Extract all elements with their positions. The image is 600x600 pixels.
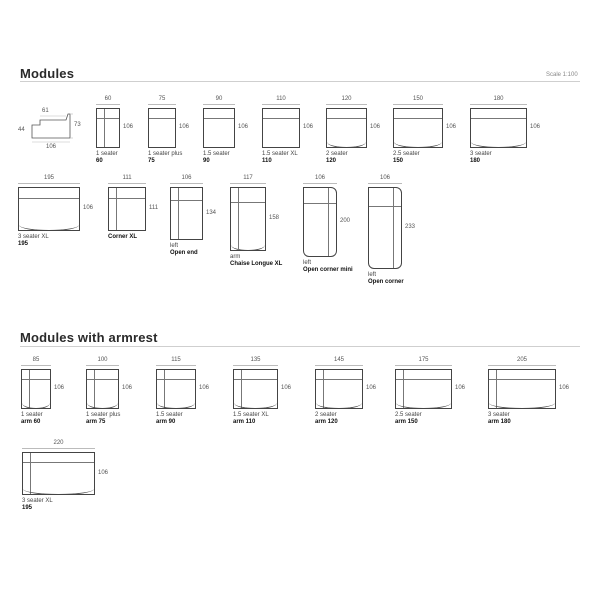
seat-front-curve	[394, 142, 442, 148]
armrest-divider	[20, 346, 580, 347]
module-name: 3 seater	[488, 412, 510, 418]
module-code: 150	[393, 158, 404, 164]
armrest_modules-module	[395, 357, 466, 437]
module-name: left	[303, 260, 312, 266]
modules-module	[326, 96, 381, 176]
module-code: arm 120	[315, 419, 338, 425]
module-outline	[18, 187, 80, 231]
module-outline	[315, 369, 363, 409]
side-back-line	[171, 188, 179, 239]
module-name: 1.5 seater	[203, 151, 230, 157]
width-label: 135	[250, 357, 261, 363]
width-dimension-line	[262, 104, 300, 105]
module-outline	[22, 452, 95, 495]
module-code: 120	[326, 158, 337, 164]
backrest-line	[19, 188, 79, 199]
backrest-line	[263, 109, 299, 119]
width-dimension-line	[170, 183, 203, 184]
module-name: 1.5 seater	[156, 412, 183, 418]
module-code: 195	[18, 241, 29, 247]
module-code: Chaise Longue XL	[230, 261, 283, 267]
module-name: 2 seater	[326, 151, 348, 157]
width-label: 90	[215, 96, 223, 102]
module-outline	[170, 187, 203, 240]
modules-module	[262, 96, 314, 176]
depth-label: 106	[303, 124, 314, 130]
modules-module	[393, 96, 457, 176]
module-name: 1 seater	[96, 151, 118, 157]
module-name: 3 seater XL	[22, 498, 53, 504]
modules-module	[303, 175, 353, 285]
backrest-line	[23, 453, 94, 463]
module-outline	[470, 108, 527, 148]
backrest-line	[394, 109, 442, 119]
scale-label: Scale 1:100	[546, 72, 578, 78]
backrest-line	[327, 109, 366, 119]
depth-label: 200	[340, 218, 351, 224]
width-dimension-line	[233, 365, 278, 366]
width-label: 60	[104, 96, 112, 102]
module-code: arm 60	[21, 419, 41, 425]
depth-label: 106	[530, 124, 541, 130]
seat-front-curve	[489, 403, 555, 409]
width-label: 175	[418, 357, 429, 363]
depth-label: 134	[206, 209, 217, 216]
modules-module	[148, 96, 190, 176]
modules-module	[96, 96, 134, 176]
module-name: 3 seater XL	[18, 234, 49, 240]
modules-module	[470, 96, 541, 176]
width-dimension-line	[203, 104, 235, 105]
side-back-line	[109, 188, 117, 230]
armrest-line	[97, 109, 105, 147]
armrest-line	[23, 453, 31, 494]
module-code: Open corner mini	[303, 267, 353, 273]
module-outline	[368, 187, 402, 269]
width-dimension-line	[148, 104, 176, 105]
seat-front-curve	[22, 403, 50, 409]
seat-front-curve	[19, 225, 79, 231]
module-outline	[21, 369, 51, 409]
module-code: 195	[22, 505, 33, 511]
side-depth-label: 106	[46, 144, 57, 150]
width-dimension-line	[21, 365, 51, 366]
seat-front-curve	[234, 403, 277, 409]
module-outline	[96, 108, 120, 148]
module-code: 60	[96, 158, 103, 164]
side-arm-label: 61	[42, 108, 49, 114]
width-dimension-line	[393, 104, 443, 105]
modules-module	[203, 96, 249, 176]
width-dimension-line	[395, 365, 452, 366]
width-label: 150	[412, 96, 423, 102]
width-label: 117	[243, 175, 253, 181]
width-dimension-line	[22, 448, 95, 449]
backrest-line	[204, 109, 234, 119]
armrest_modules-module	[315, 357, 377, 437]
depth-label: 158	[269, 215, 280, 221]
backrest-line	[489, 370, 555, 380]
module-name: 1 seater plus	[148, 151, 183, 157]
width-label: 106	[379, 175, 390, 181]
module-outline	[86, 369, 119, 409]
module-code: arm 90	[156, 419, 176, 425]
modules-module	[170, 175, 217, 268]
side-back-line	[393, 188, 401, 268]
depth-label: 106	[122, 385, 133, 391]
modules-module	[18, 175, 94, 259]
width-dimension-line	[230, 183, 266, 184]
armrest_modules-module	[156, 357, 210, 437]
backrest-line	[396, 370, 451, 380]
module-outline	[230, 187, 266, 251]
module-outline	[156, 369, 196, 409]
module-name: 1 seater plus	[86, 412, 121, 418]
modules-divider	[20, 81, 580, 82]
width-label: 75	[158, 96, 166, 102]
side-view-profile	[18, 108, 81, 154]
module-outline	[203, 108, 235, 148]
width-label: 145	[333, 357, 344, 363]
module-code: Corner XL	[108, 234, 138, 240]
width-dimension-line	[156, 365, 196, 366]
module-name: 2.5 seater	[395, 412, 422, 418]
backrest-line	[471, 109, 526, 119]
module-code: 75	[148, 158, 155, 164]
seat-front-curve	[396, 403, 451, 409]
module-name: 3 seater	[470, 151, 492, 157]
module-code: arm 180	[488, 419, 511, 425]
modules-title: Modules	[20, 66, 75, 81]
width-label: 205	[516, 357, 527, 363]
depth-label: 106	[366, 385, 377, 391]
width-dimension-line	[488, 365, 556, 366]
depth-label: 111	[149, 205, 159, 211]
module-name: 2 seater	[315, 412, 337, 418]
module-name: left	[368, 272, 377, 278]
module-code: 110	[262, 158, 272, 164]
module-outline	[395, 369, 452, 409]
width-label: 220	[53, 440, 64, 446]
module-name: 2.5 seater	[393, 151, 420, 157]
module-outline	[488, 369, 556, 409]
armrest_modules-module	[21, 357, 65, 437]
module-outline	[326, 108, 367, 148]
width-dimension-line	[96, 104, 120, 105]
module-code: arm 150	[395, 419, 418, 425]
armrest_modules-module	[233, 357, 292, 437]
width-label: 111	[122, 175, 132, 181]
width-dimension-line	[108, 183, 146, 184]
module-code: arm 110	[233, 419, 256, 425]
depth-label: 106	[455, 385, 466, 391]
width-dimension-line	[303, 183, 337, 184]
modules-module	[230, 175, 283, 279]
module-code: 90	[203, 158, 210, 164]
module-outline	[262, 108, 300, 148]
modules-module	[108, 175, 159, 259]
depth-label: 106	[98, 469, 109, 476]
depth-label: 106	[559, 385, 570, 391]
width-label: 115	[171, 357, 181, 363]
side-back-line	[231, 188, 239, 250]
width-dimension-line	[368, 183, 402, 184]
module-outline	[233, 369, 278, 409]
width-dimension-line	[326, 104, 367, 105]
module-name: 1.5 seater XL	[262, 151, 298, 157]
backrest-line	[149, 109, 175, 119]
depth-label: 233	[405, 224, 416, 230]
width-label: 100	[97, 357, 108, 363]
width-label: 85	[32, 357, 40, 363]
width-dimension-line	[470, 104, 527, 105]
module-outline	[148, 108, 176, 148]
armrest_modules-module	[86, 357, 133, 437]
module-outline	[393, 108, 443, 148]
module-name: 1.5 seater XL	[233, 412, 269, 418]
module-name: arm	[230, 254, 241, 260]
depth-label: 106	[123, 124, 134, 130]
width-label: 110	[276, 96, 286, 102]
module-name: left	[170, 243, 179, 249]
seat-front-curve	[87, 403, 118, 409]
module-outline	[303, 187, 337, 257]
width-label: 180	[493, 96, 504, 102]
depth-label: 106	[179, 124, 190, 130]
width-label: 120	[341, 96, 352, 102]
module-outline	[108, 187, 146, 231]
width-dimension-line	[315, 365, 363, 366]
module-code: Open end	[170, 250, 198, 256]
width-dimension-line	[18, 183, 80, 184]
width-label: 195	[43, 175, 54, 181]
depth-label: 106	[54, 385, 65, 391]
armrest_modules-module	[488, 357, 570, 437]
module-code: Open corner	[368, 279, 404, 285]
depth-label: 106	[281, 385, 292, 391]
depth-label: 106	[83, 205, 94, 211]
depth-label: 106	[199, 385, 210, 391]
seat-front-curve	[157, 403, 195, 409]
side-height-label: 73	[74, 122, 81, 128]
module-code: 180	[470, 158, 481, 164]
seat-front-curve	[327, 142, 366, 148]
side-back-line	[328, 188, 336, 256]
modules-module	[368, 175, 416, 297]
side-seat-height-label: 44	[18, 127, 25, 133]
module-code: arm 75	[86, 419, 106, 425]
depth-label: 106	[238, 124, 249, 130]
seat-front-curve	[316, 403, 362, 409]
depth-label: 106	[446, 124, 457, 130]
width-label: 106	[314, 175, 325, 181]
width-label: 106	[181, 175, 192, 181]
seat-front-curve	[471, 142, 526, 148]
depth-label: 106	[370, 124, 381, 130]
seat-front-curve	[23, 489, 94, 495]
module-name: 1 seater	[21, 412, 43, 418]
width-dimension-line	[86, 365, 119, 366]
armrest-title: Modules with armrest	[20, 330, 158, 345]
armrest_modules-module	[22, 440, 109, 523]
